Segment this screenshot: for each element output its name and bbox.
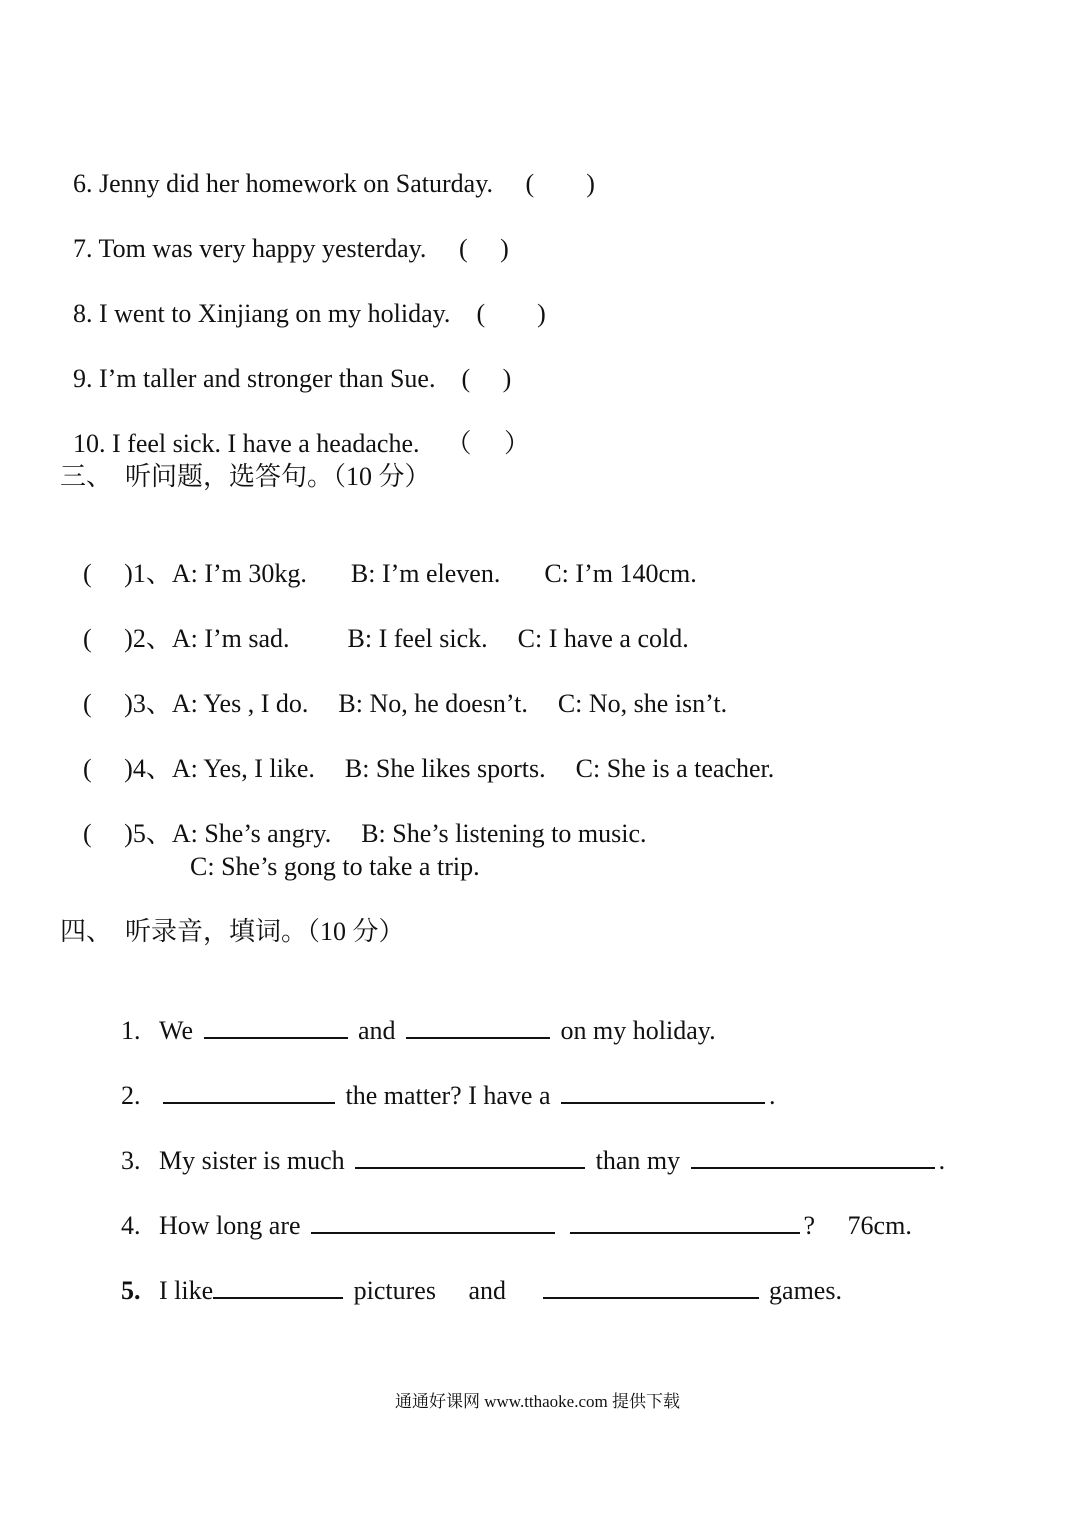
fill-item-1 (108, 981, 716, 1047)
choice-item-2 (70, 591, 689, 655)
item-number: 3、 (132, 689, 172, 718)
item-number: 4. (121, 1211, 141, 1240)
option-a: A: Yes, I like. (171, 754, 315, 783)
fill-blank[interactable] (163, 1078, 335, 1104)
judge-item-10 (60, 396, 530, 460)
section-4-title: 四、 听录音，填词。（10 分） (60, 917, 405, 946)
option-b: B: She’s listening to music. (361, 819, 647, 848)
item-number: 2. (121, 1081, 141, 1110)
option-b: B: No, he doesn’t. (338, 689, 528, 718)
answer-paren[interactable]: ( ) (83, 559, 133, 588)
fill-item-2 (108, 1046, 776, 1112)
fill-blank[interactable] (355, 1143, 585, 1169)
judge-text: 9. I’m taller and stronger than Sue. (73, 364, 436, 393)
option-c: C: I’m 140cm. (544, 559, 697, 588)
text-part: How long are (159, 1211, 301, 1240)
text-part: on my holiday. (560, 1016, 716, 1045)
judge-item-6 (60, 136, 595, 200)
judge-text: 6. Jenny did her homework on Saturday. (73, 169, 494, 198)
page-footer: 通通好课网 www.tthaoke.com 提供下载 (394, 1392, 681, 1411)
text-part: ? 76cm. (803, 1211, 912, 1240)
text-part: My sister is much (159, 1146, 345, 1175)
option-c: C: I have a cold. (517, 624, 689, 653)
item-number: 1、 (132, 559, 172, 588)
text-part: games. (769, 1276, 842, 1305)
fill-item-3 (108, 1111, 945, 1177)
section-3-title: 三、 听问题，选答句。（10 分） (60, 462, 431, 491)
choice-item-5-option-c: C: She’s gong to take a trip. (190, 852, 480, 881)
item-number: 1. (121, 1016, 141, 1045)
option-a: A: Yes , I do. (171, 689, 309, 718)
answer-paren[interactable]: （ ） (445, 429, 531, 458)
option-c: C: She is a teacher. (575, 754, 775, 783)
fill-blank[interactable] (311, 1208, 555, 1234)
option-a: A: I’m sad. (171, 624, 290, 653)
fill-blank[interactable] (204, 1013, 348, 1039)
text-part: . (938, 1146, 946, 1175)
judge-item-8 (60, 266, 546, 330)
fill-item-5 (108, 1241, 842, 1307)
option-a: A: I’m 30kg. (171, 559, 307, 588)
text-part: than my (595, 1146, 681, 1175)
answer-paren[interactable]: ( ) (476, 299, 546, 328)
option-b: B: She likes sports. (344, 754, 546, 783)
option-b: B: I’m eleven. (350, 559, 501, 588)
option-a: A: She’s angry. (171, 819, 332, 848)
choice-item-1 (70, 526, 697, 590)
fill-blank[interactable] (561, 1078, 765, 1104)
item-number: 5. (121, 1276, 141, 1305)
answer-paren[interactable]: ( ) (525, 169, 595, 198)
text-part: pictures and (353, 1276, 507, 1305)
answer-paren[interactable]: ( ) (461, 364, 512, 393)
item-number: 2、 (132, 624, 172, 653)
text-part: . (769, 1081, 776, 1110)
text-part: We (159, 1016, 193, 1045)
judge-text: 7. Tom was very happy yesterday. (73, 234, 427, 263)
item-number: 5、 (132, 819, 172, 848)
judge-text: 8. I went to Xinjiang on my holiday. (73, 299, 451, 328)
fill-blank[interactable] (570, 1208, 800, 1234)
fill-blank[interactable] (691, 1143, 935, 1169)
text-part: the matter? I have a (345, 1081, 551, 1110)
fill-item-4 (108, 1176, 912, 1242)
judge-item-7 (60, 201, 509, 265)
choice-item-3 (70, 656, 727, 720)
text-part: and (358, 1016, 396, 1045)
item-number: 4、 (132, 754, 172, 783)
item-number: 3. (121, 1146, 141, 1175)
option-c: C: No, she isn’t. (557, 689, 728, 718)
answer-paren[interactable]: ( ) (458, 234, 509, 263)
judge-text: 10. I feel sick. I have a headache. (73, 429, 420, 458)
choice-item-4 (70, 721, 774, 785)
answer-paren[interactable]: ( ) (83, 819, 133, 848)
judge-item-9 (60, 331, 511, 395)
answer-paren[interactable]: ( ) (83, 689, 133, 718)
answer-paren[interactable]: ( ) (83, 624, 133, 653)
option-b: B: I feel sick. (347, 624, 488, 653)
fill-blank[interactable] (406, 1013, 550, 1039)
fill-blank[interactable] (543, 1273, 759, 1299)
choice-item-5 (70, 786, 647, 850)
fill-blank[interactable] (213, 1273, 343, 1299)
text-part: I like (159, 1276, 214, 1305)
answer-paren[interactable]: ( ) (83, 754, 133, 783)
